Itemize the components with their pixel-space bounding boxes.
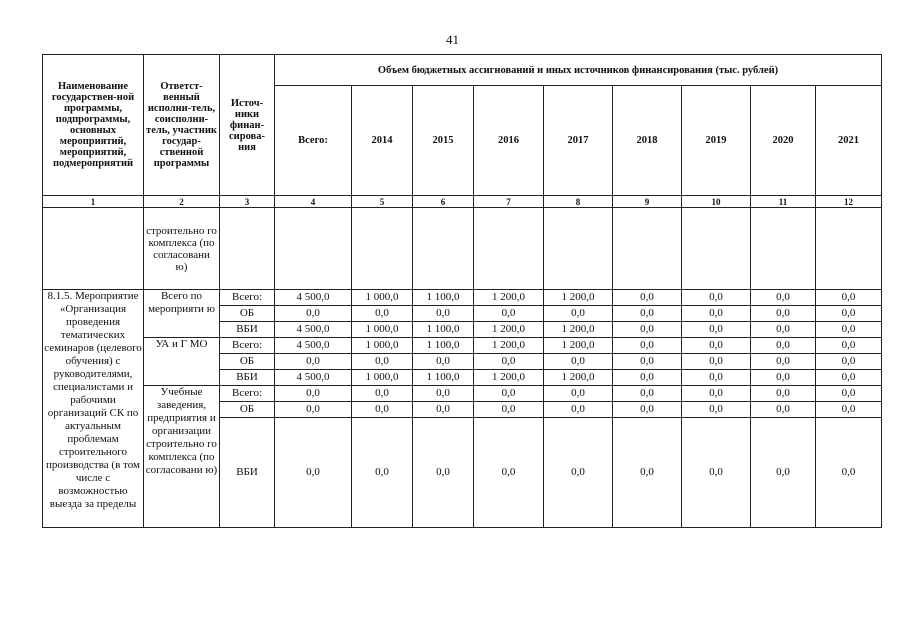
value-cell: 0,0 — [816, 306, 882, 322]
value-cell: 1 100,0 — [413, 338, 474, 354]
value-cell: 0,0 — [751, 338, 816, 354]
page-number: 41 — [446, 32, 459, 47]
value-cell: 0,0 — [352, 418, 413, 528]
value-cell: 1 200,0 — [544, 290, 613, 306]
value-cell: 0,0 — [613, 354, 682, 370]
value-cell: 1 200,0 — [474, 370, 544, 386]
value-cell: 1 000,0 — [352, 338, 413, 354]
value-cell: 0,0 — [816, 386, 882, 402]
source-cell: ВБИ — [220, 322, 275, 338]
source-cell: ВБИ — [220, 370, 275, 386]
value-cell: 0,0 — [682, 306, 751, 322]
value-cell: 1 000,0 — [352, 370, 413, 386]
value-cell: 0,0 — [816, 354, 882, 370]
value-cell: 1 100,0 — [413, 290, 474, 306]
value-cell: 0,0 — [682, 386, 751, 402]
value-cell: 4 500,0 — [275, 290, 352, 306]
header-year: 2019 — [682, 86, 751, 196]
value-cell: 1 100,0 — [413, 322, 474, 338]
value-cell: 0,0 — [751, 386, 816, 402]
column-number: 12 — [816, 196, 882, 208]
measure-rows — [43, 290, 882, 528]
header-year: 2015 — [413, 86, 474, 196]
column-number: 10 — [682, 196, 751, 208]
value-cell: 0,0 — [816, 290, 882, 306]
value-cell: 0,0 — [413, 306, 474, 322]
table-row — [43, 290, 882, 306]
header-executor: Ответст-венный исполни-тель, соисполни-тель, участник государ-ственной программы — [144, 55, 220, 196]
value-cell: 1 100,0 — [413, 370, 474, 386]
continuation-executor: строительно го комплекса (по согласовани ю) — [144, 208, 220, 290]
value-cell: 1 000,0 — [352, 290, 413, 306]
value-cell: 0,0 — [682, 402, 751, 418]
measure-name: 8.1.5. Мероприятие «Организация проведения тематических семинаров (целевого обучения) с руководителями, специалистами и рабочими организаций СК по актуальным проблемам строительного производства (в том числе с возможностью выезда за пределы — [43, 290, 144, 528]
header-year: 2021 — [816, 86, 882, 196]
value-cell: 0,0 — [682, 370, 751, 386]
header-funding-title: Объем бюджетных ассигнований и иных источников финансирования (тыс. рублей) — [275, 55, 882, 86]
column-number: 11 — [751, 196, 816, 208]
header-total: Всего: — [275, 86, 352, 196]
header-year: 2016 — [474, 86, 544, 196]
source-cell: Всего: — [220, 386, 275, 402]
value-cell: 0,0 — [275, 354, 352, 370]
value-cell: 0,0 — [474, 386, 544, 402]
value-cell: 0,0 — [751, 370, 816, 386]
executor-cell: УА и Г МО — [144, 338, 220, 386]
value-cell: 0,0 — [544, 354, 613, 370]
value-cell: 0,0 — [613, 386, 682, 402]
value-cell: 1 200,0 — [474, 338, 544, 354]
continuation-row — [43, 208, 882, 290]
header-source: Источ-ники финан-сирова-ния — [220, 55, 275, 196]
column-number: 8 — [544, 196, 613, 208]
value-cell: 0,0 — [352, 402, 413, 418]
value-cell: 0,0 — [474, 402, 544, 418]
column-number-row — [43, 196, 882, 208]
value-cell: 0,0 — [352, 354, 413, 370]
value-cell: 0,0 — [751, 322, 816, 338]
source-cell: Всего: — [220, 290, 275, 306]
value-cell: 0,0 — [816, 322, 882, 338]
value-cell: 0,0 — [275, 418, 352, 528]
empty-cell — [352, 208, 413, 290]
value-cell: 0,0 — [613, 418, 682, 528]
source-cell: Всего: — [220, 338, 275, 354]
value-cell: 0,0 — [613, 402, 682, 418]
value-cell: 0,0 — [751, 306, 816, 322]
value-cell: 0,0 — [474, 354, 544, 370]
value-cell: 0,0 — [682, 290, 751, 306]
value-cell: 0,0 — [413, 402, 474, 418]
header-year: 2020 — [751, 86, 816, 196]
value-cell: 0,0 — [413, 418, 474, 528]
value-cell: 4 500,0 — [275, 338, 352, 354]
column-number: 5 — [352, 196, 413, 208]
value-cell: 0,0 — [682, 354, 751, 370]
value-cell: 0,0 — [682, 418, 751, 528]
value-cell: 0,0 — [816, 370, 882, 386]
value-cell: 0,0 — [275, 386, 352, 402]
value-cell: 4 500,0 — [275, 322, 352, 338]
table-row — [43, 386, 882, 402]
value-cell: 0,0 — [474, 306, 544, 322]
source-cell: ОБ — [220, 354, 275, 370]
empty-cell — [682, 208, 751, 290]
value-cell: 0,0 — [613, 370, 682, 386]
value-cell: 0,0 — [275, 402, 352, 418]
column-number: 7 — [474, 196, 544, 208]
column-number: 4 — [275, 196, 352, 208]
value-cell: 0,0 — [682, 338, 751, 354]
value-cell: 0,0 — [613, 306, 682, 322]
value-cell: 0,0 — [544, 402, 613, 418]
value-cell: 1 200,0 — [544, 338, 613, 354]
value-cell: 0,0 — [544, 386, 613, 402]
value-cell: 1 200,0 — [544, 370, 613, 386]
continuation-name-cell — [43, 208, 144, 290]
budget-table — [42, 54, 882, 528]
empty-cell — [816, 208, 882, 290]
source-cell: ВБИ — [220, 418, 275, 528]
value-cell: 1 200,0 — [474, 290, 544, 306]
empty-cell — [275, 208, 352, 290]
executor-cell: Всего по мероприяти ю — [144, 290, 220, 338]
column-number: 9 — [613, 196, 682, 208]
source-cell: ОБ — [220, 402, 275, 418]
empty-cell — [613, 208, 682, 290]
value-cell: 0,0 — [544, 306, 613, 322]
value-cell: 1 200,0 — [474, 322, 544, 338]
column-number: 3 — [220, 196, 275, 208]
value-cell: 0,0 — [816, 402, 882, 418]
value-cell: 0,0 — [352, 386, 413, 402]
table-row — [43, 338, 882, 354]
value-cell: 0,0 — [816, 338, 882, 354]
value-cell: 0,0 — [352, 306, 413, 322]
column-number: 1 — [43, 196, 144, 208]
value-cell: 0,0 — [751, 418, 816, 528]
value-cell: 0,0 — [816, 418, 882, 528]
header-year: 2018 — [613, 86, 682, 196]
column-number: 6 — [413, 196, 474, 208]
value-cell: 0,0 — [613, 322, 682, 338]
value-cell: 0,0 — [275, 306, 352, 322]
empty-cell — [474, 208, 544, 290]
column-number: 2 — [144, 196, 220, 208]
empty-cell — [751, 208, 816, 290]
value-cell: 0,0 — [751, 402, 816, 418]
empty-cell — [544, 208, 613, 290]
value-cell: 0,0 — [413, 354, 474, 370]
value-cell: 0,0 — [474, 418, 544, 528]
value-cell: 0,0 — [544, 418, 613, 528]
header-year: 2017 — [544, 86, 613, 196]
value-cell: 0,0 — [613, 290, 682, 306]
value-cell: 0,0 — [413, 386, 474, 402]
empty-cell — [220, 208, 275, 290]
empty-cell — [413, 208, 474, 290]
value-cell: 1 000,0 — [352, 322, 413, 338]
value-cell: 0,0 — [751, 354, 816, 370]
value-cell: 0,0 — [682, 322, 751, 338]
value-cell: 1 200,0 — [544, 322, 613, 338]
value-cell: 0,0 — [751, 290, 816, 306]
header-name: Наименование государствен-ной программы, подпрограммы, основных мероприятий, мероприятий, подмероприятий — [43, 55, 144, 196]
executor-cell: Учебные заведения, предприятия и организации строительно го комплекса (по согласовани ю) — [144, 386, 220, 528]
value-cell: 0,0 — [613, 338, 682, 354]
header-year: 2014 — [352, 86, 413, 196]
value-cell: 4 500,0 — [275, 370, 352, 386]
source-cell: ОБ — [220, 306, 275, 322]
